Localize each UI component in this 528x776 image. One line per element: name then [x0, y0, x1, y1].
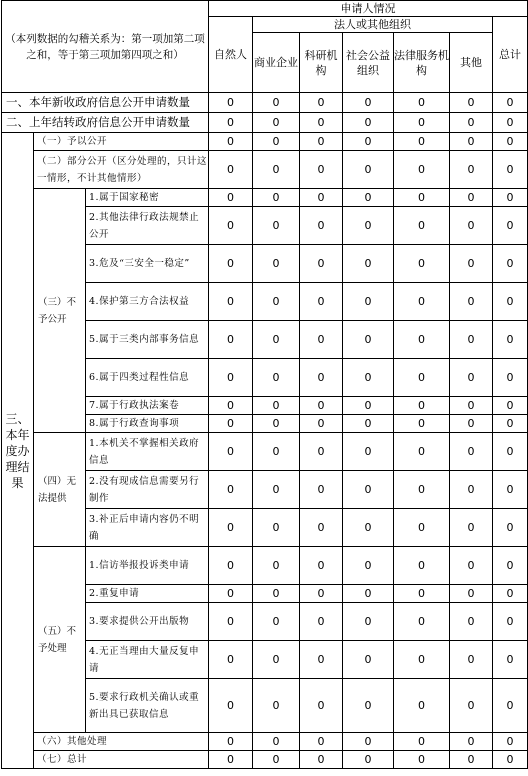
cell: 0 — [253, 433, 300, 471]
row-label: 7.属于行政执法案卷 — [86, 397, 209, 415]
cell: 0 — [209, 471, 253, 509]
row-label: 6.属于四类过程性信息 — [86, 359, 209, 397]
cell: 0 — [394, 603, 450, 641]
cell: 0 — [253, 585, 300, 603]
cell: 0 — [343, 415, 394, 433]
table-row — [2, 113, 528, 133]
cell: 0 — [394, 585, 450, 603]
row-label: 二、上年结转政府信息公开申请数量 — [2, 113, 209, 133]
cell: 0 — [209, 245, 253, 283]
cell: 0 — [343, 113, 394, 133]
header-legal-service: 法律服务机构 — [394, 33, 450, 93]
cell: 0 — [300, 113, 343, 133]
cell: 0 — [343, 585, 394, 603]
table-row — [2, 151, 528, 189]
cell: 0 — [394, 321, 450, 359]
cell: 0 — [253, 359, 300, 397]
cell: 0 — [253, 207, 300, 245]
cell: 0 — [343, 245, 394, 283]
cell: 0 — [450, 547, 493, 585]
header-note: （本列数据的勾稽关系为：第一项加第二项之和，等于第三项加第四项之和） — [2, 1, 209, 93]
cell: 0 — [300, 547, 343, 585]
cell: 0 — [450, 151, 493, 189]
cell: 0 — [300, 679, 343, 733]
cell: 0 — [300, 93, 343, 113]
cell: 0 — [253, 283, 300, 321]
header-natural-person: 自然人 — [209, 17, 253, 93]
cell: 0 — [493, 603, 528, 641]
row-label: 3.危及“三安全一稳定” — [86, 245, 209, 283]
cell: 0 — [209, 207, 253, 245]
cell: 0 — [343, 283, 394, 321]
cell: 0 — [450, 397, 493, 415]
cell: 0 — [450, 603, 493, 641]
cell: 0 — [209, 93, 253, 113]
cell: 0 — [394, 471, 450, 509]
table-row — [2, 189, 528, 207]
row-label: （六）其他处理 — [34, 733, 209, 751]
cell: 0 — [209, 603, 253, 641]
cell: 0 — [450, 245, 493, 283]
cell: 0 — [209, 641, 253, 679]
cell: 0 — [300, 359, 343, 397]
cell: 0 — [493, 641, 528, 679]
row-label: 2.没有现成信息需要另行制作 — [86, 471, 209, 509]
cell: 0 — [493, 245, 528, 283]
disclosure-statistics-table — [1, 0, 528, 769]
cell: 0 — [493, 415, 528, 433]
category-5-label: （五）不予处理 — [34, 547, 86, 733]
cell: 0 — [300, 245, 343, 283]
cell: 0 — [450, 133, 493, 151]
cell: 0 — [493, 359, 528, 397]
cell: 0 — [300, 603, 343, 641]
cell: 0 — [343, 641, 394, 679]
cell: 0 — [493, 585, 528, 603]
table-row — [2, 433, 528, 471]
cell: 0 — [253, 603, 300, 641]
cell: 0 — [209, 113, 253, 133]
cell: 0 — [253, 509, 300, 547]
cell: 0 — [394, 641, 450, 679]
cell: 0 — [253, 471, 300, 509]
cell: 0 — [493, 397, 528, 415]
row-label: 4.无正当理由大量反复申请 — [86, 641, 209, 679]
cell: 0 — [493, 471, 528, 509]
section-3-label: 三、本年度办理结果 — [2, 133, 34, 769]
cell: 0 — [253, 733, 300, 751]
row-label: 2.其他法律行政法规禁止公开 — [86, 207, 209, 245]
cell: 0 — [300, 471, 343, 509]
cell: 0 — [493, 547, 528, 585]
cell: 0 — [493, 189, 528, 207]
cell: 0 — [394, 245, 450, 283]
cell: 0 — [300, 207, 343, 245]
header-business: 商业企业 — [253, 33, 300, 93]
cell: 0 — [209, 397, 253, 415]
cell: 0 — [450, 679, 493, 733]
cell: 0 — [343, 133, 394, 151]
cell: 0 — [209, 679, 253, 733]
cell: 0 — [394, 189, 450, 207]
cell: 0 — [300, 509, 343, 547]
cell: 0 — [343, 471, 394, 509]
row-label: 4.保护第三方合法权益 — [86, 283, 209, 321]
cell: 0 — [394, 733, 450, 751]
row-label: 3.补正后申请内容仍不明确 — [86, 509, 209, 547]
cell: 0 — [394, 93, 450, 113]
cell: 0 — [493, 321, 528, 359]
cell: 0 — [209, 151, 253, 189]
row-label: 1.信访举报投诉类申请 — [86, 547, 209, 585]
cell: 0 — [253, 133, 300, 151]
cell: 0 — [300, 321, 343, 359]
cell: 0 — [450, 433, 493, 471]
cell: 0 — [394, 151, 450, 189]
header-research: 科研机构 — [300, 33, 343, 93]
cell: 0 — [343, 733, 394, 751]
header-social: 社会公益组织 — [343, 33, 394, 93]
cell: 0 — [450, 751, 493, 769]
cell: 0 — [300, 397, 343, 415]
cell: 0 — [209, 751, 253, 769]
row-label: （一）予以公开 — [34, 133, 209, 151]
cell: 0 — [300, 415, 343, 433]
cell: 0 — [450, 471, 493, 509]
cell: 0 — [493, 751, 528, 769]
cell: 0 — [450, 509, 493, 547]
cell: 0 — [493, 93, 528, 113]
cell: 0 — [253, 397, 300, 415]
cell: 0 — [300, 283, 343, 321]
cell: 0 — [300, 433, 343, 471]
table-row — [2, 133, 528, 151]
cell: 0 — [394, 415, 450, 433]
cell: 0 — [343, 321, 394, 359]
table-row — [2, 751, 528, 769]
cell: 0 — [209, 433, 253, 471]
row-label: 3.要求提供公开出版物 — [86, 603, 209, 641]
row-label: 5.要求行政机关确认或重新出具已获取信息 — [86, 679, 209, 733]
cell: 0 — [450, 283, 493, 321]
header-other: 其他 — [450, 33, 493, 93]
cell: 0 — [253, 415, 300, 433]
table-row — [2, 547, 528, 585]
cell: 0 — [253, 547, 300, 585]
cell: 0 — [394, 133, 450, 151]
cell: 0 — [394, 207, 450, 245]
row-label: 5.属于三类内部事务信息 — [86, 321, 209, 359]
row-label: 1.本机关不掌握相关政府信息 — [86, 433, 209, 471]
cell: 0 — [343, 189, 394, 207]
cell: 0 — [450, 113, 493, 133]
cell: 0 — [450, 733, 493, 751]
row-label: 8.属于行政查询事项 — [86, 415, 209, 433]
cell: 0 — [394, 433, 450, 471]
header-total: 总计 — [493, 17, 528, 93]
cell: 0 — [209, 415, 253, 433]
cell: 0 — [253, 93, 300, 113]
cell: 0 — [394, 397, 450, 415]
cell: 0 — [343, 547, 394, 585]
cell: 0 — [209, 133, 253, 151]
cell: 0 — [343, 433, 394, 471]
cell: 0 — [253, 189, 300, 207]
cell: 0 — [493, 133, 528, 151]
cell: 0 — [300, 585, 343, 603]
cell: 0 — [394, 359, 450, 397]
cell: 0 — [209, 321, 253, 359]
cell: 0 — [394, 113, 450, 133]
row-label: 一、本年新收政府信息公开申请数量 — [2, 93, 209, 113]
row-label: 2.重复申请 — [86, 585, 209, 603]
cell: 0 — [253, 245, 300, 283]
cell: 0 — [300, 751, 343, 769]
cell: 0 — [450, 207, 493, 245]
cell: 0 — [343, 207, 394, 245]
cell: 0 — [450, 415, 493, 433]
cell: 0 — [209, 359, 253, 397]
cell: 0 — [300, 133, 343, 151]
cell: 0 — [450, 359, 493, 397]
cell: 0 — [394, 751, 450, 769]
cell: 0 — [343, 679, 394, 733]
cell: 0 — [253, 113, 300, 133]
cell: 0 — [493, 151, 528, 189]
row-label: （二）部分公开（区分处理的，只计这一情形，不计其他情形） — [34, 151, 209, 189]
cell: 0 — [450, 321, 493, 359]
cell: 0 — [209, 509, 253, 547]
cell: 0 — [300, 641, 343, 679]
cell: 0 — [343, 359, 394, 397]
cell: 0 — [493, 283, 528, 321]
cell: 0 — [253, 679, 300, 733]
cell: 0 — [300, 733, 343, 751]
category-4-label: （四）无法提供 — [34, 433, 86, 547]
cell: 0 — [493, 433, 528, 471]
cell: 0 — [343, 509, 394, 547]
cell: 0 — [343, 93, 394, 113]
cell: 0 — [343, 397, 394, 415]
cell: 0 — [450, 189, 493, 207]
cell: 0 — [450, 585, 493, 603]
cell: 0 — [209, 733, 253, 751]
header-applicant: 申请人情况 — [209, 1, 528, 17]
header-legal-group: 法人或其他组织 — [253, 17, 493, 33]
cell: 0 — [394, 547, 450, 585]
category-3-label: （三）不予公开 — [34, 189, 86, 433]
cell: 0 — [209, 585, 253, 603]
cell: 0 — [493, 733, 528, 751]
cell: 0 — [343, 151, 394, 189]
row-label: （七）总计 — [34, 751, 209, 769]
cell: 0 — [209, 189, 253, 207]
cell: 0 — [209, 283, 253, 321]
cell: 0 — [493, 509, 528, 547]
cell: 0 — [450, 93, 493, 113]
cell: 0 — [253, 151, 300, 189]
table-row — [2, 733, 528, 751]
cell: 0 — [493, 679, 528, 733]
cell: 0 — [493, 207, 528, 245]
cell: 0 — [209, 547, 253, 585]
cell: 0 — [300, 151, 343, 189]
cell: 0 — [394, 509, 450, 547]
cell: 0 — [343, 751, 394, 769]
cell: 0 — [300, 189, 343, 207]
cell: 0 — [253, 321, 300, 359]
cell: 0 — [450, 641, 493, 679]
table-row — [2, 93, 528, 113]
cell: 0 — [394, 679, 450, 733]
cell: 0 — [253, 751, 300, 769]
cell: 0 — [253, 641, 300, 679]
cell: 0 — [493, 113, 528, 133]
row-label: 1.属于国家秘密 — [86, 189, 209, 207]
cell: 0 — [394, 283, 450, 321]
cell: 0 — [343, 603, 394, 641]
